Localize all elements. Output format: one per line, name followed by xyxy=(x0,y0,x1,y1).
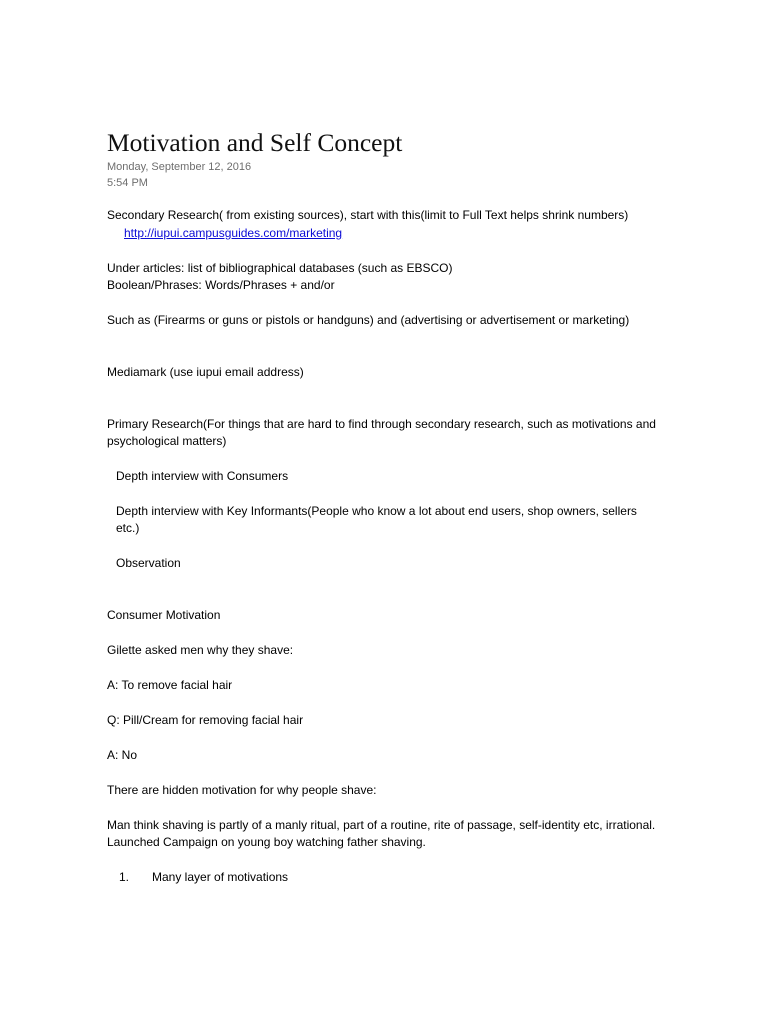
hidden-motivation-text: There are hidden motivation for why people shave: xyxy=(107,783,377,797)
list-item xyxy=(119,869,288,886)
list-item-text: Many layer of motivations xyxy=(152,870,289,884)
list-item-number: 1. xyxy=(119,870,130,884)
boolean-phrases-text: Boolean/Phrases: Words/Phrases + and/or xyxy=(107,278,335,292)
answer-2-text: A: No xyxy=(107,748,138,762)
secondary-research-text: Secondary Research( from existing sources), start with this(limit to Full Text helps shrink numbers) xyxy=(107,208,629,222)
gilette-question-text: Gilette asked men why they shave: xyxy=(107,643,294,657)
depth-interview-informants-text: Depth interview with Key Informants(People who know a lot about end users, shop owners, sellers etc.) xyxy=(116,504,637,535)
answer-1-text: A: To remove facial hair xyxy=(107,678,233,692)
question-1-text: Q: Pill/Cream for removing facial hair xyxy=(107,713,304,727)
campus-guides-link-wrapper xyxy=(124,225,342,242)
man-think-text: Man think shaving is partly of a manly ritual, part of a routine, rite of passage, self-identity etc, irrational. Launched Campaign on young boy watching father shaving. xyxy=(107,818,656,849)
consumer-motivation-heading: Consumer Motivation xyxy=(107,608,221,622)
campus-guides-link[interactable]: http://iupui.campusguides.com/marketing xyxy=(124,226,343,240)
primary-research-text: Primary Research(For things that are hard to find through secondary research, such as motivations and psychological matters) xyxy=(107,417,656,448)
under-articles-text: Under articles: list of bibliographical databases (such as EBSCO) xyxy=(107,261,453,275)
depth-interview-consumers-text: Depth interview with Consumers xyxy=(116,469,289,483)
note-time: 5:54 PM xyxy=(107,177,148,189)
observation-text: Observation xyxy=(116,556,181,570)
search-example-text: Such as (Firearms or guns or pistols or handguns) and (advertising or advertisement or marketing) xyxy=(107,313,630,327)
page-title: Motivation and Self Concept xyxy=(107,128,403,157)
note-date: Monday, September 12, 2016 xyxy=(107,161,252,173)
mediamark-text: Mediamark (use iupui email address) xyxy=(107,365,304,379)
